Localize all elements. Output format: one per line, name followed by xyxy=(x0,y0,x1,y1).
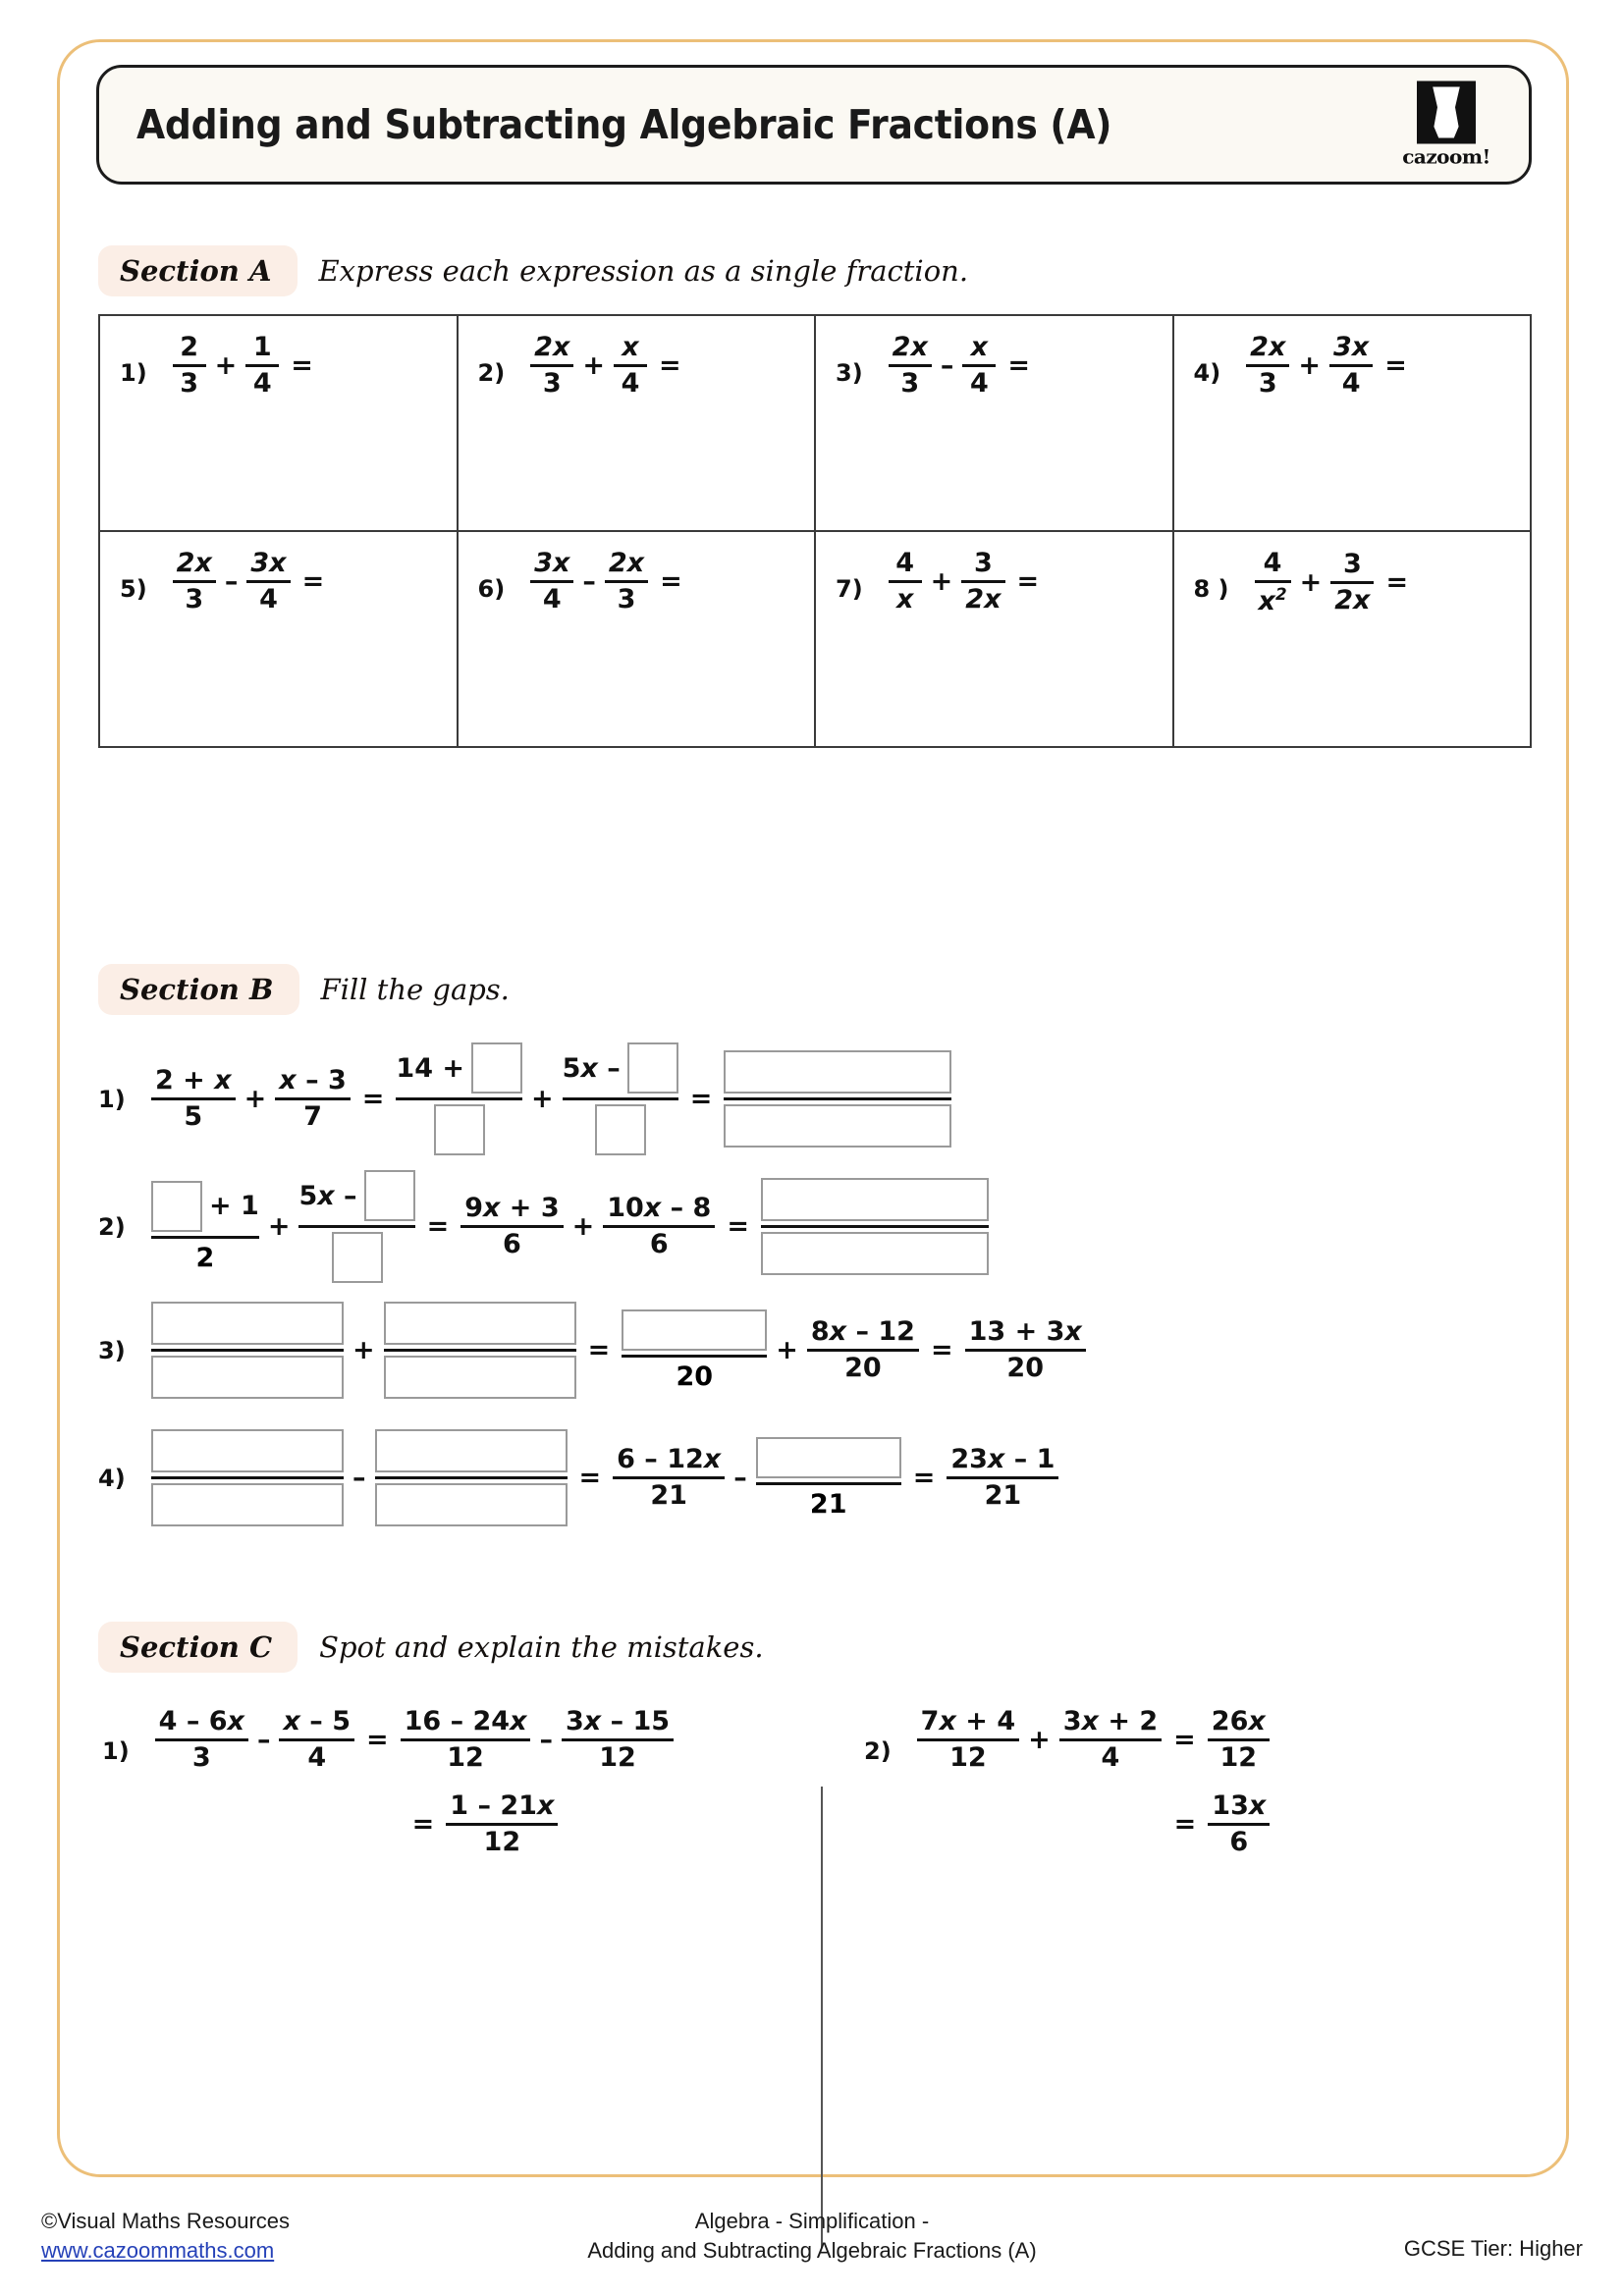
question-number: 8 ) xyxy=(1193,575,1229,603)
fraction-term-2: $\frac{3}{2x}$ xyxy=(1330,551,1374,615)
answer-box-numerator[interactable] xyxy=(756,1437,901,1478)
section-b-row-4 xyxy=(98,1429,1058,1526)
section-a-label: Section A xyxy=(98,245,298,296)
fraction-term-1: $\frac{2x}{3}$ xyxy=(889,334,932,399)
mistake-line-1 xyxy=(155,1708,674,1773)
denominator: 12 xyxy=(447,1742,484,1774)
fraction-result xyxy=(761,1178,989,1275)
numerator: 26x xyxy=(1211,1706,1266,1736)
equals-sign: = xyxy=(411,1809,435,1841)
operator: – xyxy=(352,1463,366,1493)
section-b-row-2 xyxy=(98,1170,989,1283)
answer-box-denominator[interactable] xyxy=(384,1356,576,1399)
section-a-table xyxy=(98,314,1532,748)
equals-sign: = xyxy=(1385,567,1409,599)
numerator: 3x – 15 xyxy=(565,1706,671,1736)
fraction-term-1 xyxy=(151,1302,344,1399)
question-number: 3) xyxy=(836,359,863,387)
table-row xyxy=(99,315,1531,531)
x-squared: $x^2$ xyxy=(1258,584,1287,617)
question-number: 7) xyxy=(836,575,863,603)
numerator: 1 – 21x xyxy=(450,1789,555,1821)
fraction-term-3 xyxy=(613,1443,725,1511)
fraction-term-1 xyxy=(151,1181,259,1273)
fraction-term-4 xyxy=(807,1315,919,1383)
numerator: 10x – 8 xyxy=(607,1192,712,1223)
answer-box-denominator[interactable] xyxy=(151,1483,344,1526)
answer-box-numerator[interactable] xyxy=(151,1429,344,1472)
fraction-term-1: $\frac{2}{3}$ xyxy=(173,334,206,399)
answer-box-denominator[interactable] xyxy=(434,1104,485,1155)
worksheet-title-bar xyxy=(96,65,1532,185)
question-number: 1) xyxy=(98,1085,126,1113)
question-number: 3) xyxy=(98,1336,126,1364)
fraction-term-2: $\frac{x}{4}$ xyxy=(962,334,996,399)
equals-sign: = xyxy=(1016,566,1040,598)
operator: – xyxy=(224,566,239,598)
fraction-term-2: $\frac{1}{4}$ xyxy=(245,334,279,399)
denominator: 20 xyxy=(676,1361,714,1392)
equals-sign: = xyxy=(426,1211,450,1242)
question-number: 5) xyxy=(120,575,147,603)
denominator: 21 xyxy=(984,1480,1022,1511)
fraction-term-1: $\frac{4}{x^2}$ xyxy=(1255,550,1291,616)
answer-box-denominator[interactable] xyxy=(151,1356,344,1399)
answer-box-numerator[interactable] xyxy=(151,1302,344,1345)
question-cell-1[interactable] xyxy=(99,315,458,531)
operator: + xyxy=(582,350,605,382)
denominator: 4 xyxy=(307,1742,327,1774)
numerator: 3x + 2 xyxy=(1062,1706,1159,1736)
question-cell-7[interactable] xyxy=(815,531,1173,747)
mistake-line-2 xyxy=(1163,1789,1271,1858)
cazoom-logo xyxy=(1395,81,1497,169)
table-row xyxy=(99,531,1531,747)
numerator-prefix: 5x – xyxy=(562,1052,621,1084)
question-cell-2[interactable] xyxy=(458,315,816,531)
operator: + xyxy=(776,1335,798,1365)
denominator: 5 xyxy=(184,1101,203,1132)
fraction-term-3 xyxy=(396,1042,522,1155)
equals-sign: = xyxy=(365,1725,389,1756)
fraction-result xyxy=(724,1050,951,1148)
numerator: 4 – 6x xyxy=(158,1706,244,1736)
numerator: 14 + xyxy=(396,1042,522,1094)
equals-sign: = xyxy=(587,1335,611,1365)
mistake-line-1 xyxy=(917,1708,1271,1773)
fraction-term-1 xyxy=(151,1064,236,1132)
section-b-header xyxy=(98,962,510,1017)
question-cell-8[interactable] xyxy=(1173,531,1532,747)
footer-topic-line-2: Adding and Subtracting Algebraic Fractions (A) xyxy=(587,2237,1037,2263)
question-number: 1) xyxy=(102,1737,130,1765)
answer-box-numerator[interactable] xyxy=(622,1309,767,1351)
denominator: 21 xyxy=(650,1480,687,1511)
footer-center xyxy=(0,2207,1624,2265)
operator: + xyxy=(214,350,238,382)
answer-box-numerator[interactable] xyxy=(364,1170,415,1221)
operator: – xyxy=(582,566,596,598)
fraction-term-2 xyxy=(375,1429,568,1526)
numerator-prefix: 5x – xyxy=(298,1180,357,1211)
section-c-question-1[interactable] xyxy=(102,1708,674,1856)
fraction-term-2 xyxy=(275,1064,351,1132)
answer-box-numerator[interactable] xyxy=(151,1181,202,1232)
question-number: 4) xyxy=(1193,359,1221,387)
fraction-term-3 xyxy=(460,1192,563,1259)
equals-sign: = xyxy=(291,350,313,382)
fraction-result xyxy=(446,1789,558,1858)
numerator xyxy=(298,1170,414,1221)
page-title: Adding and Subtracting Algebraic Fractions (A) xyxy=(136,101,1112,148)
question-cell-5[interactable] xyxy=(99,531,458,747)
question-number: 2) xyxy=(864,1737,892,1765)
fraction-term-2 xyxy=(384,1302,576,1399)
question-cell-4[interactable] xyxy=(1173,315,1532,531)
question-number: 6) xyxy=(477,575,506,603)
answer-box-denominator[interactable] xyxy=(595,1104,646,1155)
answer-box-numerator[interactable] xyxy=(627,1042,678,1094)
answer-box-denominator[interactable] xyxy=(724,1104,951,1148)
equals-sign: = xyxy=(1173,1725,1196,1756)
equals-sign: = xyxy=(660,566,682,598)
operator: – xyxy=(539,1725,553,1756)
fraction-term-3 xyxy=(401,1708,531,1773)
equals-sign: = xyxy=(689,1084,713,1114)
numerator: 6 – 12x xyxy=(617,1443,722,1474)
denominator: 21 xyxy=(809,1488,847,1520)
section-c-label: Section C xyxy=(98,1622,298,1673)
operator: + xyxy=(531,1084,554,1114)
footer-topic-line-1: Algebra - Simplification - xyxy=(694,2209,930,2233)
numerator: 7x + 4 xyxy=(920,1706,1016,1736)
fraction-result xyxy=(965,1315,1086,1383)
answer-box-numerator[interactable] xyxy=(471,1042,522,1094)
numerator: 13x xyxy=(1212,1789,1267,1821)
denominator: 4 xyxy=(1101,1742,1120,1774)
section-b-row-1 xyxy=(98,1042,951,1155)
footer-tier: GCSE Tier: Higher xyxy=(1403,2236,1583,2261)
question-number: 4) xyxy=(98,1464,126,1492)
answer-box-denominator[interactable] xyxy=(332,1232,383,1283)
fraction-term-3 xyxy=(1208,1708,1270,1773)
numerator xyxy=(563,1042,678,1094)
fraction-term-2: $\frac{3x}{4}$ xyxy=(246,550,290,614)
fraction-term-4 xyxy=(563,1042,678,1155)
operator: + xyxy=(1298,350,1321,382)
section-c-divider xyxy=(821,1787,823,2248)
numerator: 2 + x xyxy=(155,1064,232,1095)
numerator: + 1 xyxy=(151,1181,259,1232)
operator: + xyxy=(267,1211,291,1242)
equals-sign: = xyxy=(930,1335,953,1365)
fraction-term-1: $\frac{3x}{4}$ xyxy=(530,550,573,614)
answer-box-numerator[interactable] xyxy=(375,1429,568,1472)
question-cell-3[interactable] xyxy=(815,315,1173,531)
equals-sign: = xyxy=(727,1211,749,1242)
fraction-term-1 xyxy=(151,1429,344,1526)
operator: + xyxy=(571,1211,595,1242)
fraction-term-1 xyxy=(155,1708,248,1773)
operator: + xyxy=(1028,1725,1051,1756)
website-link[interactable]: www.cazoommaths.com xyxy=(41,2237,275,2263)
operator: + xyxy=(930,566,953,598)
fraction-term-2: $\frac{3x}{4}$ xyxy=(1329,334,1373,399)
denominator: 6 xyxy=(649,1229,669,1259)
numerator: x – 3 xyxy=(279,1064,347,1095)
fraction-term-1: $\frac{4}{x}$ xyxy=(889,550,922,614)
numerator: x – 5 xyxy=(283,1706,351,1736)
equals-sign: = xyxy=(578,1463,602,1493)
numerator: 13 + 3x xyxy=(968,1315,1082,1347)
operator: + xyxy=(244,1084,267,1114)
question-number: 2) xyxy=(98,1212,126,1241)
denominator: 6 xyxy=(1229,1827,1249,1858)
section-b-instruction: Fill the gaps. xyxy=(320,973,510,1006)
fraction-term-4 xyxy=(603,1192,715,1259)
denominator: 2 xyxy=(195,1242,215,1273)
logo-wordmark: cazoom! xyxy=(1402,144,1490,169)
answer-box-numerator[interactable] xyxy=(761,1178,989,1221)
question-cell-6[interactable] xyxy=(458,531,816,747)
numerator: 23x – 1 xyxy=(950,1443,1056,1474)
fraction-term-3 xyxy=(622,1309,767,1392)
fraction-term-2 xyxy=(1059,1708,1162,1773)
fraction-term-4 xyxy=(562,1708,674,1773)
section-c-header xyxy=(98,1620,764,1675)
question-number: 1) xyxy=(120,359,147,387)
equals-sign: = xyxy=(659,350,681,382)
section-a-header xyxy=(98,243,968,298)
denominator: 20 xyxy=(844,1353,882,1383)
equals-sign: = xyxy=(361,1084,385,1114)
operator: + xyxy=(1299,567,1323,599)
answer-box-denominator[interactable] xyxy=(375,1483,568,1526)
operator: + xyxy=(352,1335,375,1365)
hourglass-icon xyxy=(1417,81,1476,144)
denominator: 12 xyxy=(599,1742,636,1774)
fraction-term-2 xyxy=(298,1170,414,1283)
denominator: 12 xyxy=(1219,1742,1258,1774)
fraction-term-1: $\frac{2x}{3}$ xyxy=(1246,334,1289,399)
denominator: 20 xyxy=(1006,1353,1044,1383)
denominator: 12 xyxy=(483,1827,521,1858)
fraction-term-2: $\frac{3}{2x}$ xyxy=(961,550,1004,614)
fraction-term-2: $\frac{2x}{3}$ xyxy=(605,550,648,614)
question-number: 2) xyxy=(477,359,506,387)
fraction-result xyxy=(1208,1789,1270,1858)
answer-box-denominator[interactable] xyxy=(761,1232,989,1275)
equals-sign: = xyxy=(1384,350,1407,382)
fraction-term-4 xyxy=(756,1437,901,1520)
fraction-result xyxy=(947,1443,1058,1511)
section-b-row-3 xyxy=(98,1302,1086,1399)
fraction-term-1: $\frac{2x}{3}$ xyxy=(173,550,216,614)
numerator: 9x + 3 xyxy=(464,1192,560,1223)
numerator: 16 – 24x xyxy=(404,1706,527,1736)
equals-sign: = xyxy=(912,1463,936,1493)
denominator: 6 xyxy=(503,1229,521,1259)
copyright-text: ©Visual Maths Resources xyxy=(41,2209,291,2233)
section-b-label: Section B xyxy=(98,964,299,1015)
section-a-instruction: Express each expression as a single fraction. xyxy=(318,254,969,288)
mistake-line-2 xyxy=(401,1789,674,1858)
answer-box-numerator[interactable] xyxy=(384,1302,576,1345)
section-c-instruction: Spot and explain the mistakes. xyxy=(319,1630,764,1664)
equals-sign: = xyxy=(301,566,325,598)
fraction-term-1 xyxy=(917,1708,1019,1773)
section-c-question-2[interactable] xyxy=(864,1708,1270,1856)
equals-sign: = xyxy=(1173,1809,1197,1841)
denominator: 12 xyxy=(949,1742,987,1774)
denominator: 7 xyxy=(303,1101,322,1132)
operator: – xyxy=(940,350,954,382)
numerator: 8x – 12 xyxy=(810,1315,915,1347)
fraction-term-2: $\frac{x}{4}$ xyxy=(614,334,647,399)
answer-box-numerator[interactable] xyxy=(724,1050,951,1094)
denominator: 3 xyxy=(191,1742,211,1774)
operator: – xyxy=(256,1725,271,1756)
operator: – xyxy=(733,1463,747,1493)
equals-sign: = xyxy=(1007,350,1030,382)
fraction-term-2 xyxy=(279,1708,354,1773)
fraction-term-1: $\frac{2x}{3}$ xyxy=(530,334,573,399)
